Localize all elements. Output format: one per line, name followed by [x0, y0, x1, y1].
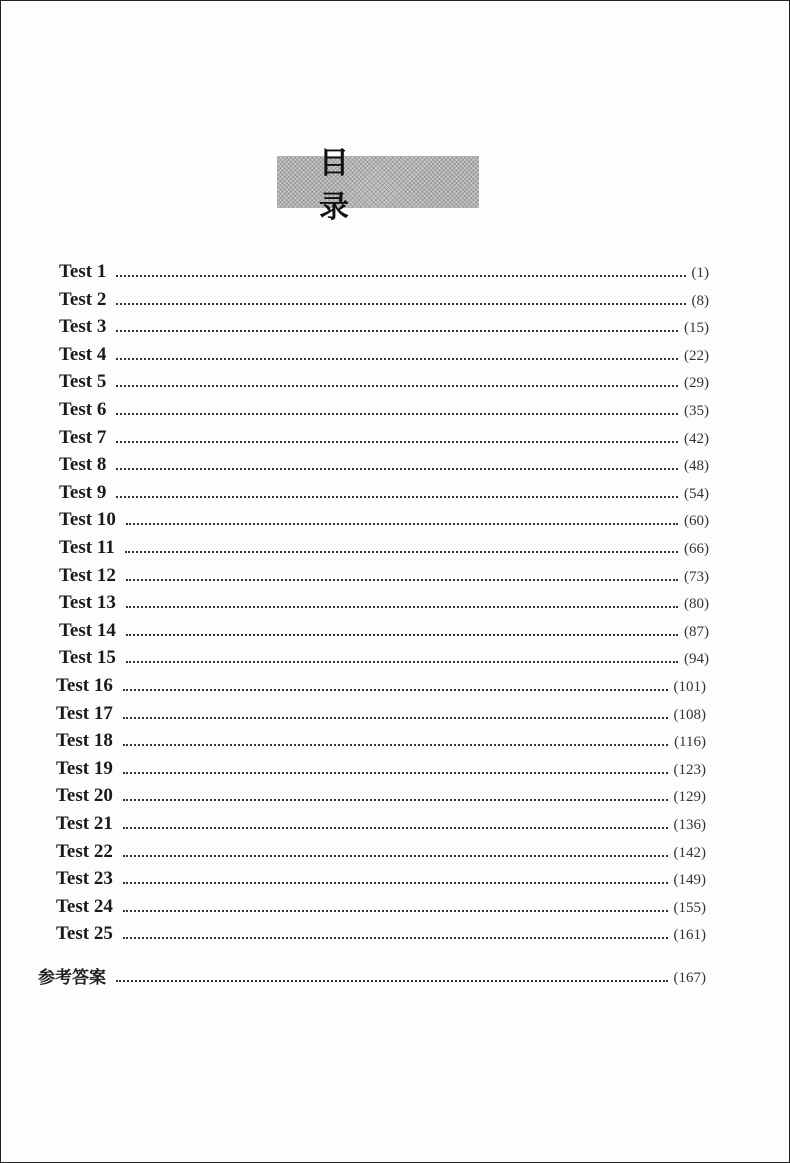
toc-entry: [56, 701, 706, 725]
toc-page-number: (108): [673, 706, 706, 723]
toc-page-number: (116): [674, 734, 706, 751]
toc-entry-label: Test 2: [59, 288, 107, 310]
toc-entry: [59, 369, 709, 393]
toc-entry: [59, 563, 709, 587]
toc-leader-dots: [123, 937, 668, 939]
toc-entry: [59, 535, 709, 559]
toc-entry-label: Test 12: [59, 564, 116, 586]
toc-entry-label: Test 3: [59, 316, 107, 338]
toc-page-number: (101): [673, 679, 706, 695]
toc-leader-dots: [123, 717, 668, 719]
toc-entry-answers: [38, 964, 706, 988]
toc-page-number: (80): [684, 596, 709, 613]
toc-entry-label: Test 19: [56, 757, 113, 779]
toc-leader-dots: [126, 606, 678, 608]
toc-page-number: (155): [673, 899, 706, 916]
toc-leader-dots: [123, 772, 668, 774]
toc-entry: [59, 314, 709, 338]
toc-leader-dots: [125, 551, 678, 553]
toc-page-number: (94): [684, 651, 709, 668]
toc-page-number: (87): [684, 623, 709, 640]
toc-page-number: (142): [673, 844, 706, 861]
toc-page-number: (29): [684, 375, 709, 392]
toc-leader-dots: [123, 855, 668, 857]
toc-leader-dots: [123, 799, 668, 801]
toc-entry: [56, 811, 706, 835]
toc-entry: [59, 618, 709, 642]
toc-entry-label: Test 23: [56, 868, 113, 890]
toc-entry-label: Test 18: [56, 730, 113, 752]
toc-leader-dots: [126, 523, 678, 525]
toc-page-number: (15): [684, 320, 709, 337]
toc-leader-dots: [123, 689, 668, 691]
toc-page-number: (1): [691, 265, 709, 281]
toc-leader-dots: [123, 827, 668, 829]
toc-entry-label: Test 6: [59, 399, 107, 420]
toc-page-number: (35): [684, 403, 709, 419]
toc-entry: [59, 507, 709, 531]
toc-page-number: (129): [673, 789, 706, 806]
toc-entry-label: Test 24: [56, 895, 113, 917]
toc-leader-dots: [123, 744, 668, 746]
toc-entry-label: Test 15: [59, 647, 116, 669]
toc-entry-label: Test 11: [59, 537, 115, 558]
toc-entry-label: Test 13: [59, 592, 116, 614]
toc-leader-dots: [116, 413, 678, 415]
toc-page-number: (149): [673, 872, 706, 889]
page-title: 目 录: [277, 156, 479, 208]
toc-page-number: (73): [684, 568, 709, 585]
toc-leader-dots: [126, 661, 678, 663]
toc-entry-label: 参考答案: [38, 968, 106, 988]
toc-entry: [59, 342, 709, 366]
toc-entry: [56, 866, 706, 890]
toc-leader-dots: [116, 385, 678, 387]
toc-leader-dots: [116, 496, 678, 498]
toc-page-number: (66): [684, 541, 709, 557]
toc-entry-label: Test 20: [56, 785, 113, 807]
toc-entry: [56, 839, 706, 863]
toc-entry-label: Test 7: [59, 426, 107, 448]
toc-entry: [59, 397, 709, 421]
toc-entry: [56, 894, 706, 918]
toc-leader-dots: [126, 634, 678, 636]
toc-leader-dots: [123, 910, 668, 912]
toc-page-number: (22): [684, 347, 709, 364]
toc-leader-dots: [126, 579, 678, 581]
toc-page-number: (123): [673, 761, 706, 778]
toc-entry: [56, 728, 706, 752]
toc-page-number: (161): [673, 927, 706, 944]
toc-entry-label: Test 16: [56, 675, 113, 696]
toc-entry: [56, 921, 706, 945]
toc-page-number: (60): [684, 513, 709, 530]
toc-leader-dots: [116, 441, 678, 443]
toc-entry-label: Test 17: [56, 702, 113, 724]
toc-entry-label: Test 22: [56, 840, 113, 862]
toc-entry: [59, 425, 709, 449]
toc-page-number: (48): [684, 458, 709, 475]
toc-leader-dots: [123, 882, 668, 884]
toc-page-number: (42): [684, 430, 709, 447]
toc-leader-dots: [116, 275, 685, 277]
toc-entry-label: Test 21: [56, 813, 113, 834]
toc-entry-label: Test 4: [59, 343, 107, 365]
toc-entry: [56, 673, 706, 697]
toc-page-number: (167): [673, 970, 706, 986]
toc-entry: [56, 756, 706, 780]
toc-page-number: (8): [691, 292, 709, 309]
toc-entry-label: Test 14: [59, 619, 116, 641]
toc-entry-label: Test 1: [59, 261, 107, 282]
toc-entry: [59, 590, 709, 614]
toc-leader-dots: [116, 330, 678, 332]
toc-leader-dots: [116, 468, 678, 470]
toc-leader-dots: [116, 358, 678, 360]
toc-entry: [59, 452, 709, 476]
toc-entry: [56, 783, 706, 807]
toc-entry: [59, 259, 709, 283]
toc-entry: [59, 287, 709, 311]
toc-entry-label: Test 5: [59, 371, 107, 393]
toc-entry-label: Test 10: [59, 509, 116, 531]
toc-page-number: (54): [684, 485, 709, 502]
toc-leader-dots: [116, 303, 685, 305]
toc-entry: [59, 645, 709, 669]
toc-entry: [59, 480, 709, 504]
toc-entry-label: Test 25: [56, 923, 113, 945]
toc-entry-label: Test 9: [59, 481, 107, 503]
toc-leader-dots: [116, 980, 668, 982]
toc-page-number: (136): [673, 817, 706, 833]
toc-entry-label: Test 8: [59, 454, 107, 476]
